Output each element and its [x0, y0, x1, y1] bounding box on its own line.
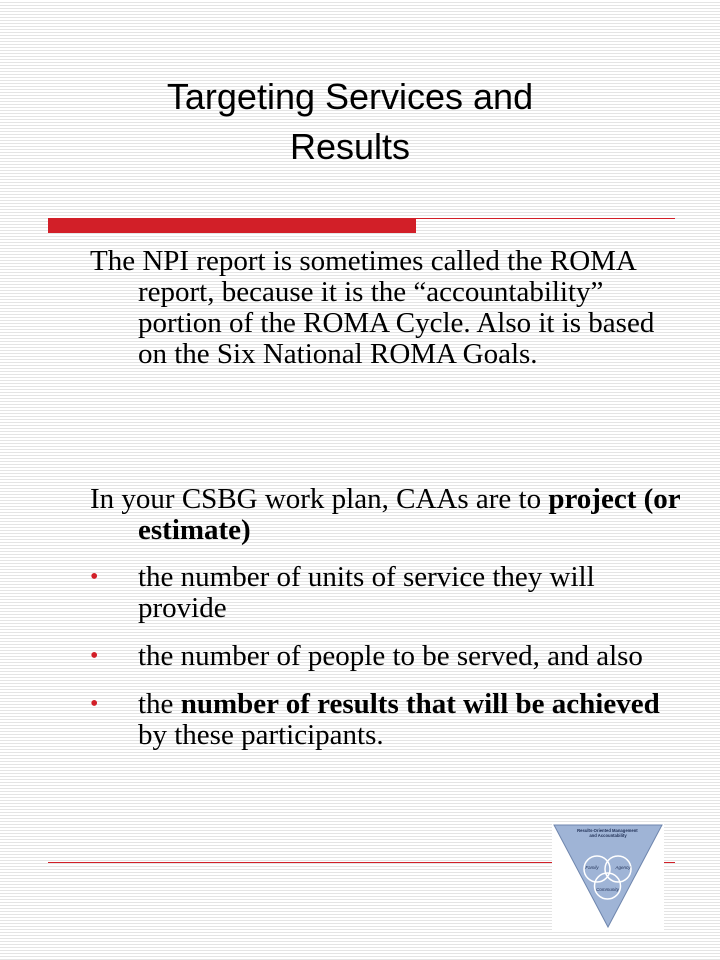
bullet-text	[138, 688, 660, 751]
bullet-mid	[545, 688, 552, 720]
bullet-icon: •	[90, 564, 99, 590]
paragraph-npi-text: The NPI report is sometimes called the ROMA report, because it is the “accountability” portion of the ROMA Cycle. Also it is based on the Six National ROMA Goals.	[90, 245, 655, 370]
title-line-2: Results	[289, 126, 411, 167]
logo-family-label: Family	[585, 865, 599, 870]
bullet-text: the number of units of service they will provide	[138, 561, 595, 624]
logo-community-label: Community	[596, 887, 619, 892]
bullet-list	[90, 562, 690, 768]
list-item	[90, 689, 690, 751]
paragraph-work-plan	[90, 484, 690, 546]
bullet-icon: •	[90, 691, 99, 717]
slide-title	[100, 72, 600, 172]
logo-header-text: Results-Oriented Management and Accountability	[577, 828, 638, 838]
list-item	[90, 562, 690, 624]
title-line-1: Targeting Services and	[166, 76, 534, 117]
bullet-post: by these participants.	[138, 719, 384, 751]
paragraph-npi-report	[90, 246, 690, 370]
bullet-icon: •	[90, 643, 99, 669]
title-underline-thick	[48, 218, 416, 233]
bullet-bold-2: achieved	[551, 688, 660, 720]
list-item	[90, 641, 690, 672]
bullet-pre: the	[138, 688, 181, 720]
work-plan-bold: project (or estimate)	[138, 483, 681, 546]
paragraph-work-plan-text	[90, 484, 690, 546]
roma-logo-icon	[552, 822, 664, 930]
bullet-bold-1: number of results that will be	[180, 688, 545, 720]
logo-agency-label: Agency	[615, 865, 631, 870]
bullet-text: the number of people to be served, and also	[138, 640, 643, 672]
work-plan-lead: In your CSBG work plan, CAAs are to	[90, 483, 549, 515]
